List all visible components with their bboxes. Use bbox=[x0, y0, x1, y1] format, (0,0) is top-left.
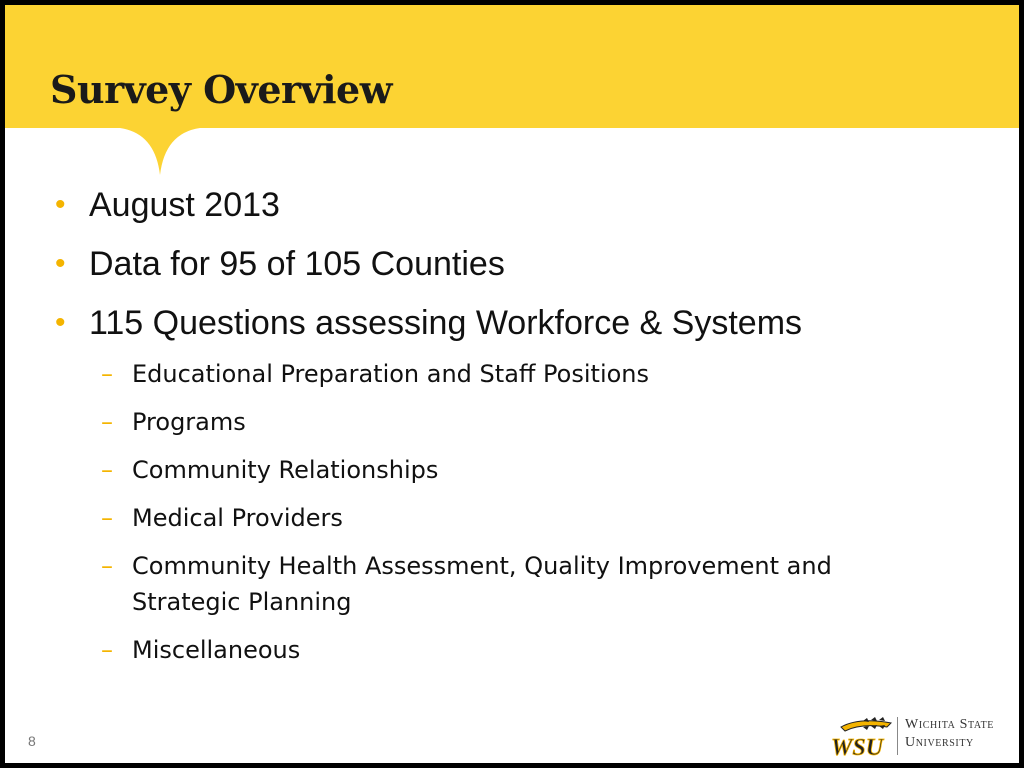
sub-bullet-text: Community Health Assessment, Quality Improvement and Strategic Planning bbox=[132, 552, 832, 616]
bullet-dot-icon: • bbox=[55, 188, 66, 221]
bullet-item bbox=[45, 185, 995, 225]
sub-bullet-item bbox=[45, 548, 942, 620]
sub-bullet-item bbox=[45, 356, 942, 392]
sub-bullet-item bbox=[45, 404, 942, 440]
bullet-dot-icon: • bbox=[55, 247, 66, 280]
slide-title: Survey Overview bbox=[50, 67, 392, 112]
sub-bullet-list bbox=[45, 356, 995, 668]
bullet-item bbox=[45, 303, 995, 343]
logo-mark-text: WSU bbox=[831, 735, 884, 759]
shocker-wheat-logo-icon bbox=[827, 713, 895, 759]
bullet-text: 115 Questions assessing Workforce & Systems bbox=[89, 304, 803, 342]
sub-bullet-item bbox=[45, 500, 942, 536]
page-number: 8 bbox=[28, 733, 36, 749]
sub-bullet-dash-icon: – bbox=[101, 408, 113, 436]
sub-bullet-dash-icon: – bbox=[101, 636, 113, 664]
logo-line-2: University bbox=[905, 735, 974, 750]
bullet-item bbox=[45, 244, 995, 284]
sub-bullet-dash-icon: – bbox=[101, 360, 113, 388]
sub-bullet-text: Programs bbox=[132, 408, 246, 436]
sub-bullet-text: Educational Preparation and Staff Positions bbox=[132, 360, 650, 388]
sub-bullet-dash-icon: – bbox=[101, 456, 113, 484]
sub-bullet-item bbox=[45, 452, 942, 488]
sub-bullet-text: Community Relationships bbox=[132, 456, 439, 484]
university-logo bbox=[827, 713, 997, 759]
bullet-text: August 2013 bbox=[89, 186, 280, 224]
sub-bullet-item bbox=[45, 632, 942, 668]
slide-content bbox=[45, 185, 995, 680]
sub-bullet-text: Miscellaneous bbox=[132, 636, 301, 664]
sub-bullet-dash-icon: – bbox=[101, 552, 113, 580]
bullet-dot-icon: • bbox=[55, 306, 66, 339]
sub-bullet-dash-icon: – bbox=[101, 504, 113, 532]
bullet-text: Data for 95 of 105 Counties bbox=[89, 245, 505, 283]
logo-divider bbox=[897, 717, 898, 755]
sub-bullet-text: Medical Providers bbox=[132, 504, 343, 532]
logo-line-1: Wichita State bbox=[905, 717, 995, 732]
